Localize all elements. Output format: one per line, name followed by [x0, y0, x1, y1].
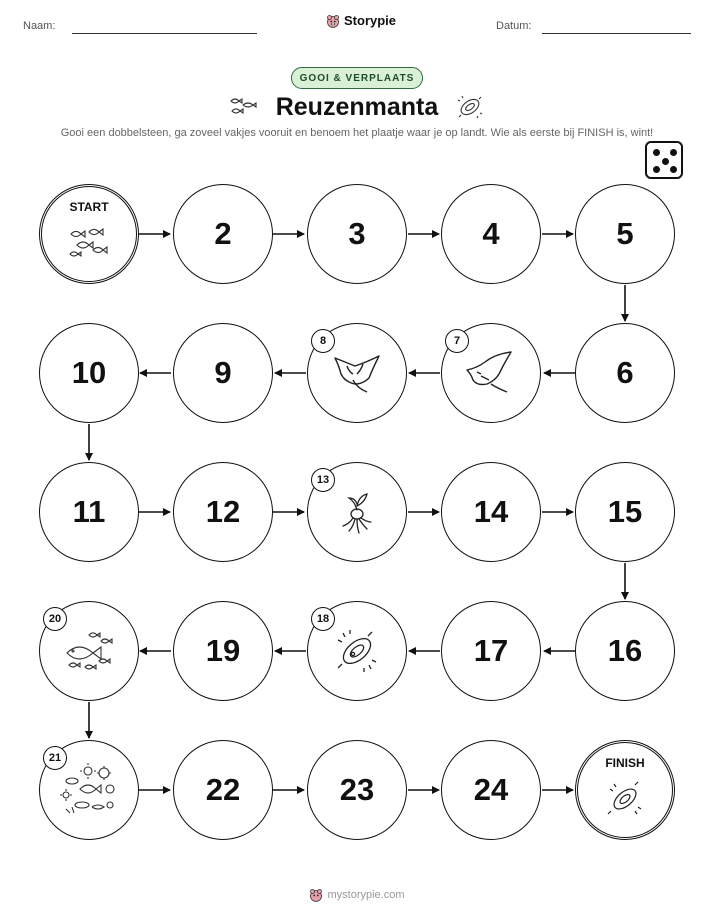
board-cell-15[interactable]	[575, 462, 675, 562]
manta-ray-icon	[329, 350, 385, 396]
board-cell-6[interactable]	[575, 323, 675, 423]
board-cell-12[interactable]	[173, 462, 273, 562]
date-label: Datum:	[496, 20, 532, 32]
board-cell-20[interactable]	[39, 601, 139, 701]
board-cell-2[interactable]	[173, 184, 273, 284]
cell-number: 15	[607, 494, 643, 529]
game-type-tag: GOOI & VERPLAATS	[291, 67, 423, 89]
board-cell-24[interactable]	[441, 740, 541, 840]
board-cell-start[interactable]	[39, 184, 139, 284]
plankton-cell-icon	[334, 628, 380, 674]
cell-number: 11	[72, 494, 106, 529]
footer	[0, 888, 714, 902]
brand-name: Storypie	[344, 13, 397, 28]
board-cell-13[interactable]	[307, 462, 407, 562]
cell-number: 9	[214, 355, 232, 390]
cell-number: 16	[607, 633, 643, 668]
sprouting-seed-icon	[335, 488, 379, 536]
cell-number-badge: 13	[311, 468, 335, 492]
cell-number: 14	[473, 494, 509, 529]
cell-number: 3	[348, 216, 366, 251]
storypie-mascot-icon	[309, 888, 323, 902]
footer-link[interactable]: mystorypie.com	[327, 889, 405, 901]
board-cell-9[interactable]	[173, 323, 273, 423]
board-cell-4[interactable]	[441, 184, 541, 284]
cell-number-badge: 7	[445, 329, 469, 353]
cell-number: 5	[616, 216, 634, 251]
cell-number-badge: 8	[311, 329, 335, 353]
fish-school-icon	[67, 226, 111, 260]
cell-number-badge: 21	[43, 746, 67, 770]
cell-number: 10	[71, 355, 107, 390]
start-label: START	[69, 200, 109, 214]
board-cell-22[interactable]	[173, 740, 273, 840]
board-cell-10[interactable]	[39, 323, 139, 423]
board-cell-16[interactable]	[575, 601, 675, 701]
cell-number: 12	[205, 494, 241, 529]
cell-number: 22	[205, 772, 241, 807]
instructions-text: Gooi een dobbelsteen, ga zoveel vakjes vooruit en benoem het plaatje waar je op landt. Wie als eerste bij FINISH is, wint!	[60, 127, 654, 139]
cell-number-badge: 20	[43, 607, 67, 631]
cell-number: 2	[214, 216, 232, 251]
manta-ray-icon	[463, 350, 519, 396]
board-cell-8[interactable]	[307, 323, 407, 423]
cell-number: 24	[473, 772, 509, 807]
cell-number: 4	[482, 216, 500, 251]
name-label: Naam:	[23, 20, 56, 32]
board-cell-5[interactable]	[575, 184, 675, 284]
board-cell-7[interactable]	[441, 323, 541, 423]
board-cell-3[interactable]	[307, 184, 407, 284]
board-cell-14[interactable]	[441, 462, 541, 562]
board-cell-18[interactable]	[307, 601, 407, 701]
cell-number: 23	[339, 772, 375, 807]
cell-number: 19	[205, 633, 241, 668]
cell-number: 6	[616, 355, 634, 390]
board-cell-21[interactable]	[39, 740, 139, 840]
cell-number: 17	[473, 633, 509, 668]
board-cell-23[interactable]	[307, 740, 407, 840]
finish-label: FINISH	[605, 756, 645, 770]
cell-number-badge: 18	[311, 607, 335, 631]
board-cell-17[interactable]	[441, 601, 541, 701]
board-cell-finish[interactable]	[575, 740, 675, 840]
page-title: Reuzenmanta	[275, 93, 439, 121]
board-cell-19[interactable]	[173, 601, 273, 701]
board-cell-11[interactable]	[39, 462, 139, 562]
fish-school-icon	[61, 629, 117, 673]
plankton-cell-icon	[605, 779, 645, 819]
plankton-mix-icon	[58, 763, 120, 817]
